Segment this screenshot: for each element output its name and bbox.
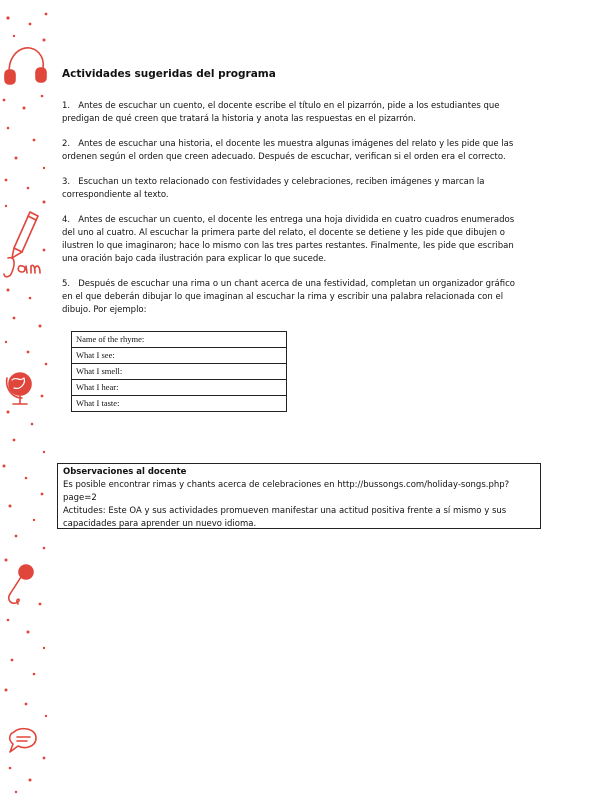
table-cell: Name of the rhyme: — [72, 332, 287, 348]
observations-line: Actitudes: Este OA y sus actividades promueven manifestar una actitud positiva frente a sí mismo y sus capacidades para aprender un nuevo idioma. — [63, 506, 507, 529]
activity-item — [62, 278, 522, 317]
activity-number: 1. — [62, 101, 71, 111]
speech-bubble-icon — [10, 729, 36, 752]
activity-number: 4. — [62, 215, 71, 225]
main-content — [62, 68, 522, 412]
activity-text: Antes de escuchar un cuento, el docente escribe el título en el pizarrón, pide a los estudiantes que predigan de qué creen que tratará la historia y anota las respuestas en el pizarrón. — [62, 101, 500, 124]
table-cell: What I taste: — [72, 396, 287, 412]
pencil-icon — [12, 212, 38, 258]
jam-doodle-icon — [4, 258, 40, 277]
activity-number: 3. — [62, 177, 71, 187]
activity-number: 5. — [62, 279, 71, 289]
activity-item — [62, 138, 522, 164]
microphone-icon — [9, 565, 33, 604]
activity-text: Antes de escuchar un cuento, el docente les entrega una hoja dividida en cuatro cuadros enumerados del uno al cuatro. Al escuchar la primera parte del relato, el docente se detiene y les pide que dibujen o ilustren lo que imaginaron; hace lo mismo con las tres partes restantes. Finalmente, les pide que escriban una oración bajo cada ilustración para explicar lo que sucede. — [62, 215, 515, 264]
activity-item — [62, 214, 522, 266]
activity-text: Después de escuchar una rima o un chant acerca de una festividad, completan un organizador gráfico en el que deberán dibujar lo que imaginan al escuchar la rima y escribir una palabra relacionada con el dibujo. Por ejemplo: — [62, 279, 515, 315]
table-row — [72, 396, 287, 412]
activity-list — [62, 100, 522, 317]
table-row — [72, 380, 287, 396]
activity-text: Escuchan un texto relacionado con festividades y celebraciones, reciben imágenes y marcan la correspondiente al texto. — [62, 177, 485, 200]
activity-item — [62, 176, 522, 202]
teacher-observations-box — [57, 463, 541, 529]
globe-icon — [7, 373, 31, 404]
observations-line: Es posible encontrar rimas y chants acerca de celebraciones en http://bussongs.com/holiday-songs.php?page=2 — [63, 480, 510, 503]
activity-number: 2. — [62, 139, 71, 149]
activity-text: Antes de escuchar una historia, el docente les muestra algunas imágenes del relato y les pide que las ordenen según el orden que creen adecuado. Después de escuchar, verifican si el orden era el correcto. — [62, 139, 514, 162]
activity-item — [62, 100, 522, 126]
table-row — [72, 332, 287, 348]
observations-title: Observaciones al docente — [63, 467, 187, 477]
table-row — [72, 348, 287, 364]
table-cell: What I hear: — [72, 380, 287, 396]
decorative-margin — [0, 0, 58, 800]
table-cell: What I see: — [72, 348, 287, 364]
section-title: Actividades sugeridas del programa — [62, 68, 276, 80]
headphones-icon — [5, 48, 46, 84]
graphic-organizer-table — [71, 331, 287, 412]
table-row — [72, 364, 287, 380]
dots-pattern — [3, 13, 48, 794]
table-cell: What I smell: — [72, 364, 287, 380]
